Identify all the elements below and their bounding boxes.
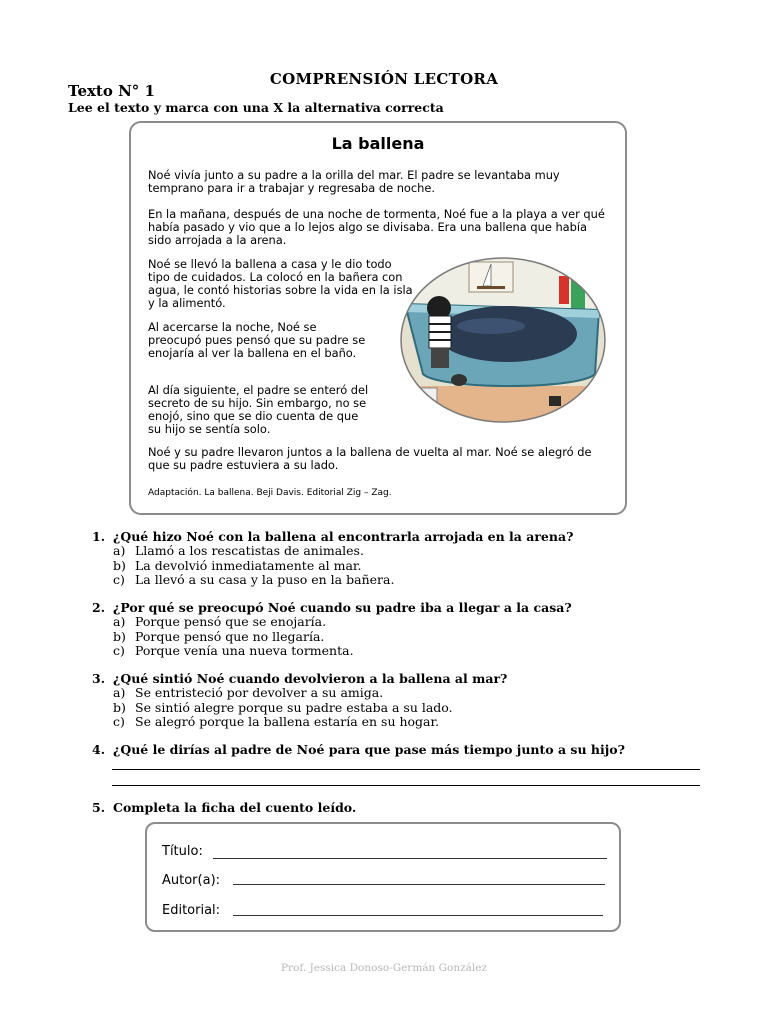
story-title: La ballena (331, 134, 425, 153)
instruction: Lee el texto y marca con una X la alternativa correcta (68, 100, 444, 115)
option-a[interactable]: a) Llamó a los rescatistas de animales. (113, 543, 364, 558)
story-paragraph: Al día siguiente, el padre se enteró del secreto de su hijo. Sin embargo, no se enojó, sino que se dio cuenta de que su hijo se sentía solo. (148, 383, 369, 436)
story-box (129, 121, 627, 515)
editorial-answer-line[interactable] (233, 915, 603, 916)
question-text: ¿Qué le dirías al padre de Noé para que pase más tiempo junto a su hijo? (113, 742, 625, 757)
option-a[interactable]: a) Se entristeció por devolver a su amiga. (113, 685, 384, 700)
option-c[interactable]: c) La llevó a su casa y la puso en la bañera. (113, 572, 395, 587)
option-b[interactable]: b) Se sintió alegre porque su padre estaba a su lado. (113, 699, 453, 715)
titulo-label: Título: (162, 844, 203, 859)
story-paragraph: En la mañana, después de una noche de tormenta, Noé fue a la playa a ver qué había pasado y vio que a lo lejos algo se divisaba. Era una ballena que había sido arrojada a la arena. (148, 207, 605, 247)
question-number: 3. (92, 671, 106, 686)
story-paragraph: Noé se llevó la ballena a casa y le dio todo tipo de cuidados. La colocó en la bañera con agua, le contó historias sobre la vida en la isla y la alimentó. (148, 257, 413, 310)
story-paragraph: Al acercarse la noche, Noé se preocupó pues pensó que su padre se enojaría al ver la ballena en el baño. (148, 320, 366, 360)
option-c[interactable]: c) Porque venía una nueva tormenta. (113, 643, 354, 658)
question-text: ¿Qué sintió Noé cuando devolvieron a la ballena al mar? (113, 671, 508, 686)
question-text: ¿Por qué se preocupó Noé cuando su padre iba a llegar a la casa? (113, 600, 572, 615)
option-c[interactable]: c) Se alegró porque la ballena estaría en su hogar. (113, 714, 440, 729)
footer-credit: Prof. Jessica Donoso-Germán González (280, 962, 488, 974)
option-b[interactable]: b) La devolvió inmediatamente al mar. (113, 557, 362, 573)
question-number: 1. (92, 529, 106, 544)
option-b[interactable]: b) Porque pensó que no llegaría. (113, 628, 325, 644)
question-text: ¿Qué hizo Noé con la ballena al encontrarla arrojada en la arena? (113, 529, 574, 544)
texto-label: Texto N° 1 (68, 82, 155, 100)
question-number: 5. (92, 800, 106, 815)
answer-line[interactable] (112, 769, 700, 770)
question-number: 4. (92, 742, 106, 757)
titulo-answer-line[interactable] (213, 858, 607, 859)
story-card-box (145, 822, 621, 932)
question-number: 2. (92, 600, 106, 615)
answer-line[interactable] (112, 785, 700, 786)
option-a[interactable]: a) Porque pensó que se enojaría. (113, 614, 327, 629)
page-title: COMPRENSIÓN LECTORA (269, 70, 499, 88)
story-paragraph: Noé y su padre llevaron juntos a la ballena de vuelta al mar. Noé se alegró de que su padre estuviera a su lado. (148, 445, 592, 472)
story-paragraph: Noé vivía junto a su padre a la orilla del mar. El padre se levantaba muy temprano para ir a trabajar y regresaba de noche. (148, 168, 560, 195)
editorial-label: Editorial: (162, 903, 221, 918)
whale-bathtub-illustration (399, 256, 607, 424)
story-credit: Adaptación. La ballena. Beji Davis. Editorial Zig – Zag. (148, 488, 392, 498)
question-text: Completa la ficha del cuento leído. (113, 800, 357, 815)
autor-answer-line[interactable] (233, 884, 605, 885)
autor-label: Autor(a): (162, 873, 221, 888)
